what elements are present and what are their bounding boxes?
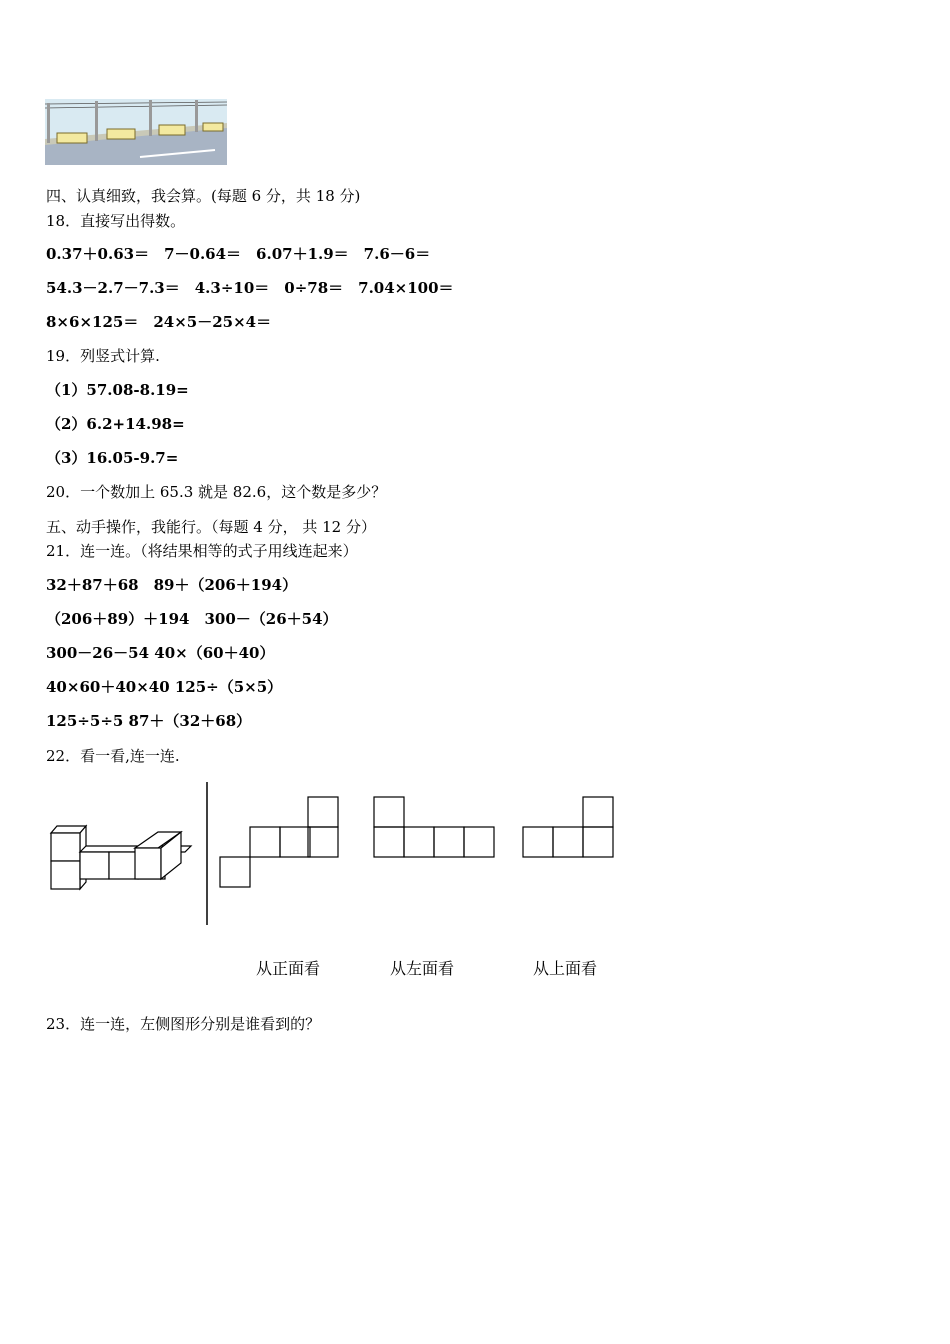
q21-row-3: 300－26－54 40×（60＋40） — [46, 644, 275, 662]
view-left — [374, 797, 494, 857]
q23-text: 23．连一连，左侧图形分别是谁看到的？ — [46, 1015, 321, 1033]
caption-top: 从上面看 — [533, 959, 598, 978]
caption-left: 从左面看 — [390, 959, 455, 978]
section5-title: 五、动手操作，我能行。（每题 4 分， 共 12 分） — [46, 518, 376, 536]
q21-row-2: （206＋89）＋194 300－（26＋54） — [46, 610, 338, 628]
q18-row2: 54.3－2.7－7.3＝ 4.3÷10＝ 0÷78＝ 7.04×100＝ — [46, 279, 454, 297]
cube-solid — [51, 826, 191, 889]
view-front — [220, 797, 338, 887]
q19-item-3: （3）16.05-9.7= — [46, 449, 179, 467]
q21-title: 21．连一连。（将结果相等的式子用线连起来） — [46, 542, 358, 560]
view-top — [523, 797, 613, 857]
q22-figure — [40, 780, 640, 930]
q18-row1: 0.37＋0.63＝ 7－0.64＝ 6.07＋1.9＝ 7.6－6＝ — [46, 245, 431, 263]
q18-row3: 8×6×125＝ 24×5－25×4＝ — [46, 313, 272, 331]
q19-title: 19．列竖式计算. — [46, 347, 160, 365]
q21-row-4: 40×60＋40×40 125÷（5×5） — [46, 678, 283, 696]
q22-title: 22．看一看,连一连. — [46, 747, 180, 765]
road-illustration — [45, 99, 227, 165]
q21-row-5: 125÷5÷5 87＋（32＋68） — [46, 712, 252, 730]
q21-row-1: 32＋87＋68 89＋（206＋194） — [46, 576, 298, 594]
q20-text: 20．一个数加上 65.3 就是 82.6，这个数是多少？ — [46, 483, 387, 501]
section4-title: 四、认真细致，我会算。(每题 6 分，共 18 分) — [46, 187, 361, 205]
caption-front: 从正面看 — [256, 959, 321, 978]
q19-item-2: （2）6.2+14.98= — [46, 415, 185, 433]
q19-item-1: （1）57.08-8.19= — [46, 381, 189, 399]
q18-title: 18．直接写出得数。 — [46, 212, 186, 230]
